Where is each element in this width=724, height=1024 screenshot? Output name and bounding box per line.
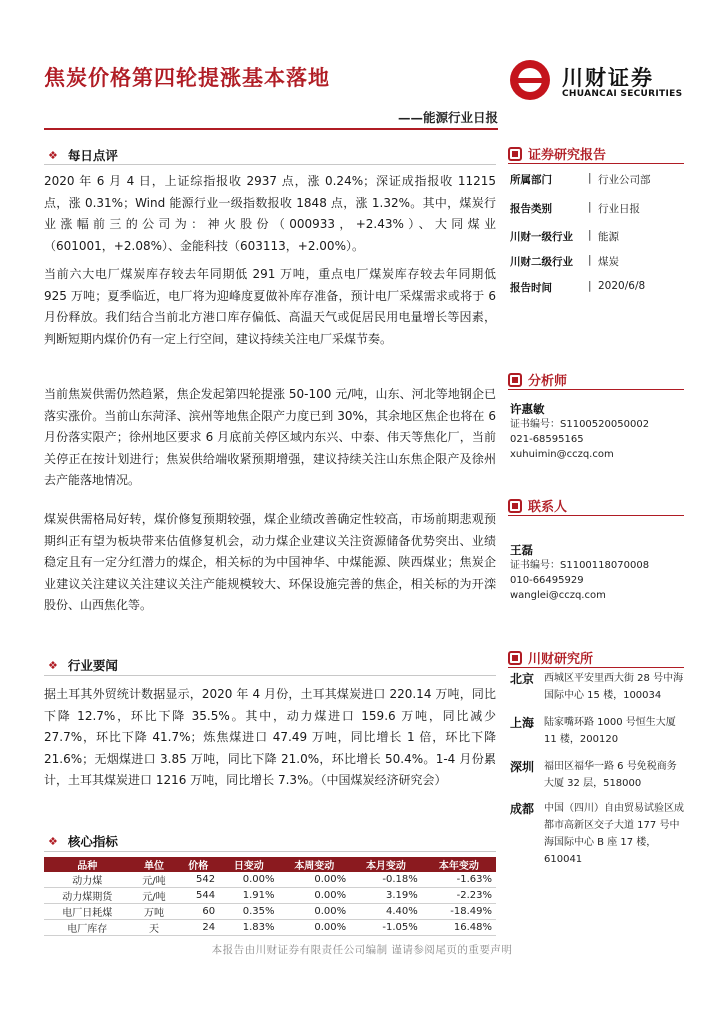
- report-icon: [508, 147, 522, 161]
- info-label: 报告时间: [510, 282, 552, 294]
- table-cell-year: 16.48%: [422, 920, 496, 936]
- table-cell-month: -0.18%: [350, 872, 422, 888]
- info-row-date: 报告时间 | 2020/6/8: [510, 280, 646, 294]
- table-cell-year: -2.23%: [422, 888, 496, 904]
- table-row: [44, 904, 496, 920]
- info-label: 川财二级行业: [510, 256, 573, 268]
- table-cell-month: -1.05%: [350, 920, 422, 936]
- table-cell-day: 0.35%: [219, 904, 278, 920]
- section-heading: 每日点评: [67, 148, 118, 163]
- section-divider: [44, 851, 496, 852]
- address-text: 福田区福华一路 6 号免税商务大厦 32 层，518000: [544, 761, 677, 789]
- diamond-icon: ❖: [48, 148, 58, 162]
- logo-mark-icon: [510, 60, 550, 100]
- paragraph: 当前焦炭供需仍然趋紧，焦企发起第四轮提涨 50-100 元/吨，山东、河北等地钢企已落实涨价。当前山东菏泽、滨州等地焦企限产力度已到 30%，其余地区焦企也将在 6 月份落实限产；徐州地区要求 6 月底前关停区域内东兴、中泰、伟天等焦化厂，当前关停正在按计划进行；焦炭供给端收紧预期增强，建议持续关注山东焦企限产及徐州去产能落地情况。: [44, 387, 496, 487]
- table-cell-name: 动力煤: [44, 872, 131, 888]
- section-daily-comment: [48, 146, 118, 164]
- table-cell-week: 0.00%: [279, 920, 351, 936]
- table-cell-week: 0.00%: [279, 888, 351, 904]
- analyst-name: 许惠敏: [510, 402, 545, 416]
- address-city: 上海: [510, 716, 535, 730]
- address-city: 北京: [510, 672, 535, 686]
- sidebar-divider: [508, 389, 684, 390]
- section-divider: [44, 675, 496, 676]
- table-cell-price: 544: [177, 888, 219, 904]
- info-row-department: 所属部门 | 行业公司部: [510, 172, 651, 186]
- analyst-cert: 证书编号：S1100520050002: [510, 419, 650, 430]
- report-subtitle: ——能源行业日报: [397, 110, 498, 125]
- address-city: 深圳: [510, 760, 535, 774]
- table-cell-unit: 元/吨: [131, 872, 178, 888]
- paragraph: 当前六大电厂煤炭库存较去年同期低 291 万吨，重点电厂煤炭库存较去年同期低 925 万吨；夏季临近，电厂将为迎峰度夏做补库存准备，预计电厂采煤需求或将于 6 月份释放。我们结合当前北方港口库存偏低、高温天气或促居民用电量增长等因素，判断短期内煤价仍有一定上行空间，建议持续关注电厂采煤节奏。: [44, 267, 496, 346]
- address-shanghai: [510, 714, 684, 748]
- company-logo: [510, 58, 690, 108]
- table-cell-price: 60: [177, 904, 219, 920]
- diamond-icon: ❖: [48, 834, 58, 848]
- column-header: 本年变动: [422, 857, 496, 872]
- logo-english-name: CHUANCAI SECURITIES: [562, 89, 683, 99]
- column-header: 日变动: [219, 857, 278, 872]
- table-cell-year: -18.49%: [422, 904, 496, 920]
- table-cell-name: 电厂库存: [44, 920, 131, 936]
- column-header: 本月变动: [350, 857, 422, 872]
- sidebar-heading-text: 证券研究报告: [528, 148, 607, 163]
- section-divider: [44, 164, 496, 165]
- sidebar-divider: [508, 667, 684, 668]
- section-industry-news: [48, 656, 118, 674]
- info-label: 报告类别: [510, 203, 552, 215]
- sidebar-divider: [508, 163, 684, 164]
- table-cell-year: -1.63%: [422, 872, 496, 888]
- diamond-icon: ❖: [48, 658, 58, 672]
- sidebar-analyst-heading: [508, 370, 567, 389]
- address-text: 中国（四川）自由贸易试验区成都市高新区交子大道 177 号中海国际中心 B 座 17 楼，610041: [544, 803, 684, 865]
- contact-icon: [508, 499, 522, 513]
- info-value: 能源: [598, 231, 619, 243]
- table-cell-day: 1.91%: [219, 888, 278, 904]
- table-header-row: [44, 857, 496, 872]
- table-cell-name: 动力煤期货: [44, 888, 131, 904]
- table-cell-month: 3.19%: [350, 888, 422, 904]
- info-value: 煤炭: [598, 256, 619, 268]
- table-cell-unit: 万吨: [131, 904, 178, 920]
- info-row-category: 报告类别 | 行业日报: [510, 201, 640, 215]
- address-text: 西城区平安里西大街 28 号中海国际中心 15 楼，100034: [544, 673, 684, 701]
- analyst-phone: 021-68595165: [510, 434, 584, 445]
- column-header: 单位: [131, 857, 178, 872]
- table-cell-unit: 元/吨: [131, 888, 178, 904]
- section-heading: 核心指标: [67, 834, 118, 849]
- info-value: 行业日报: [598, 203, 640, 215]
- table-cell-price: 542: [177, 872, 219, 888]
- column-header: 价格: [177, 857, 219, 872]
- contact-email[interactable]: wanglei@cczq.com: [510, 590, 606, 601]
- sidebar-contact-heading: [508, 496, 567, 515]
- footer-disclaimer: 本报告由川财证券有限责任公司编制 谨请参阅尾页的重要声明: [211, 944, 513, 956]
- sidebar-heading-text: 川财研究所: [528, 652, 594, 667]
- section-heading: 行业要闻: [67, 658, 118, 673]
- info-label: 所属部门: [510, 174, 552, 186]
- sidebar-institute-heading: [508, 648, 593, 667]
- info-value: 行业公司部: [598, 174, 651, 186]
- table-cell-month: 4.40%: [350, 904, 422, 920]
- contact-name: 王磊: [510, 543, 533, 557]
- address-chengdu: [510, 800, 684, 868]
- paragraph: 煤炭供需格局好转，煤价修复预期较强，煤企业绩改善确定性较高，市场前期悲观预期纠正有望为板块带来估值修复机会，动力煤企业建议关注资源储备优势突出、业绩稳定且有一定分红潜力的煤企，相关标的为中国神华、中煤能源、陕西煤业；焦炭企业建议关注建议关注建议关注产能规模较大、环保设施完善的焦企，相关标的为开滦股份、山西焦化等。: [44, 512, 496, 612]
- address-shenzhen: [510, 758, 684, 792]
- address-beijing: [510, 670, 684, 704]
- contact-phone: 010-66495929: [510, 575, 584, 586]
- analyst-email[interactable]: xuhuimin@cczq.com: [510, 449, 614, 460]
- sidebar-report-heading: [508, 144, 606, 163]
- info-value: 2020/6/8: [598, 280, 646, 292]
- info-row-industry-l2: 川财二级行业 | 煤炭: [510, 254, 619, 268]
- analyst-card: [510, 402, 649, 462]
- table-cell-name: 电厂日耗煤: [44, 904, 131, 920]
- key-indicators-table: [44, 857, 496, 936]
- column-header: 品种: [44, 857, 131, 872]
- analyst-icon: [508, 373, 522, 387]
- sidebar-heading-text: 联系人: [528, 500, 568, 515]
- table-cell-week: 0.00%: [279, 872, 351, 888]
- paragraph: 2020 年 6 月 4 日，上证综指报收 2937 点，涨 0.24%；深证成指报收 11215 点，涨 0.31%；Wind 能源行业一级指数报收 1848 点，涨 1.32%。其中，煤炭行业涨幅前三的公司为：神火股份（000933，+2.43%）、大同煤业（601001，+2.08%）、金能科技（603113，+2.00%）。: [44, 174, 496, 253]
- report-title: 焦炭价格第四轮提涨基本落地: [44, 65, 330, 90]
- table-row: [44, 920, 496, 936]
- column-header: 本周变动: [279, 857, 351, 872]
- info-label: 川财一级行业: [510, 231, 573, 243]
- address-text: 陆家嘴环路 1000 号恒生大厦 11 楼，200120: [544, 717, 676, 745]
- table-cell-day: 1.83%: [219, 920, 278, 936]
- header-divider: [44, 128, 498, 130]
- section-key-indicators: [48, 832, 118, 850]
- sidebar-heading-text: 分析师: [528, 374, 568, 389]
- table-row: [44, 872, 496, 888]
- table-cell-week: 0.00%: [279, 904, 351, 920]
- contact-cert: 证书编号：S1100118070008: [510, 560, 650, 571]
- institute-icon: [508, 651, 522, 665]
- address-city: 成都: [510, 802, 535, 816]
- paragraph: 据土耳其外贸统计数据显示，2020 年 4 月份，土耳其煤炭进口 220.14 万吨，同比下降 12.7%，环比下降 35.5%。其中，动力煤进口 159.6 万吨，同比减少 27.7%，环比下降 41.7%；炼焦煤进口 47.49 万吨，同比增长 1 倍，环比下降 21.6%；无烟煤进口 3.85 万吨，同比下降 21.0%，环比增长 50.4%。1-4 月份累计，土耳其煤炭进口 1216 万吨，同比增长 7.3%。（中国煤炭经济研究会）: [44, 687, 496, 787]
- info-row-industry-l1: 川财一级行业 | 能源: [510, 229, 619, 243]
- logo-chinese-name: 川财证券: [562, 66, 654, 90]
- table-cell-unit: 天: [131, 920, 178, 936]
- contact-card: [510, 543, 649, 603]
- table-row: [44, 888, 496, 904]
- table-cell-day: 0.00%: [219, 872, 278, 888]
- sidebar-divider: [508, 515, 684, 516]
- table-cell-price: 24: [177, 920, 219, 936]
